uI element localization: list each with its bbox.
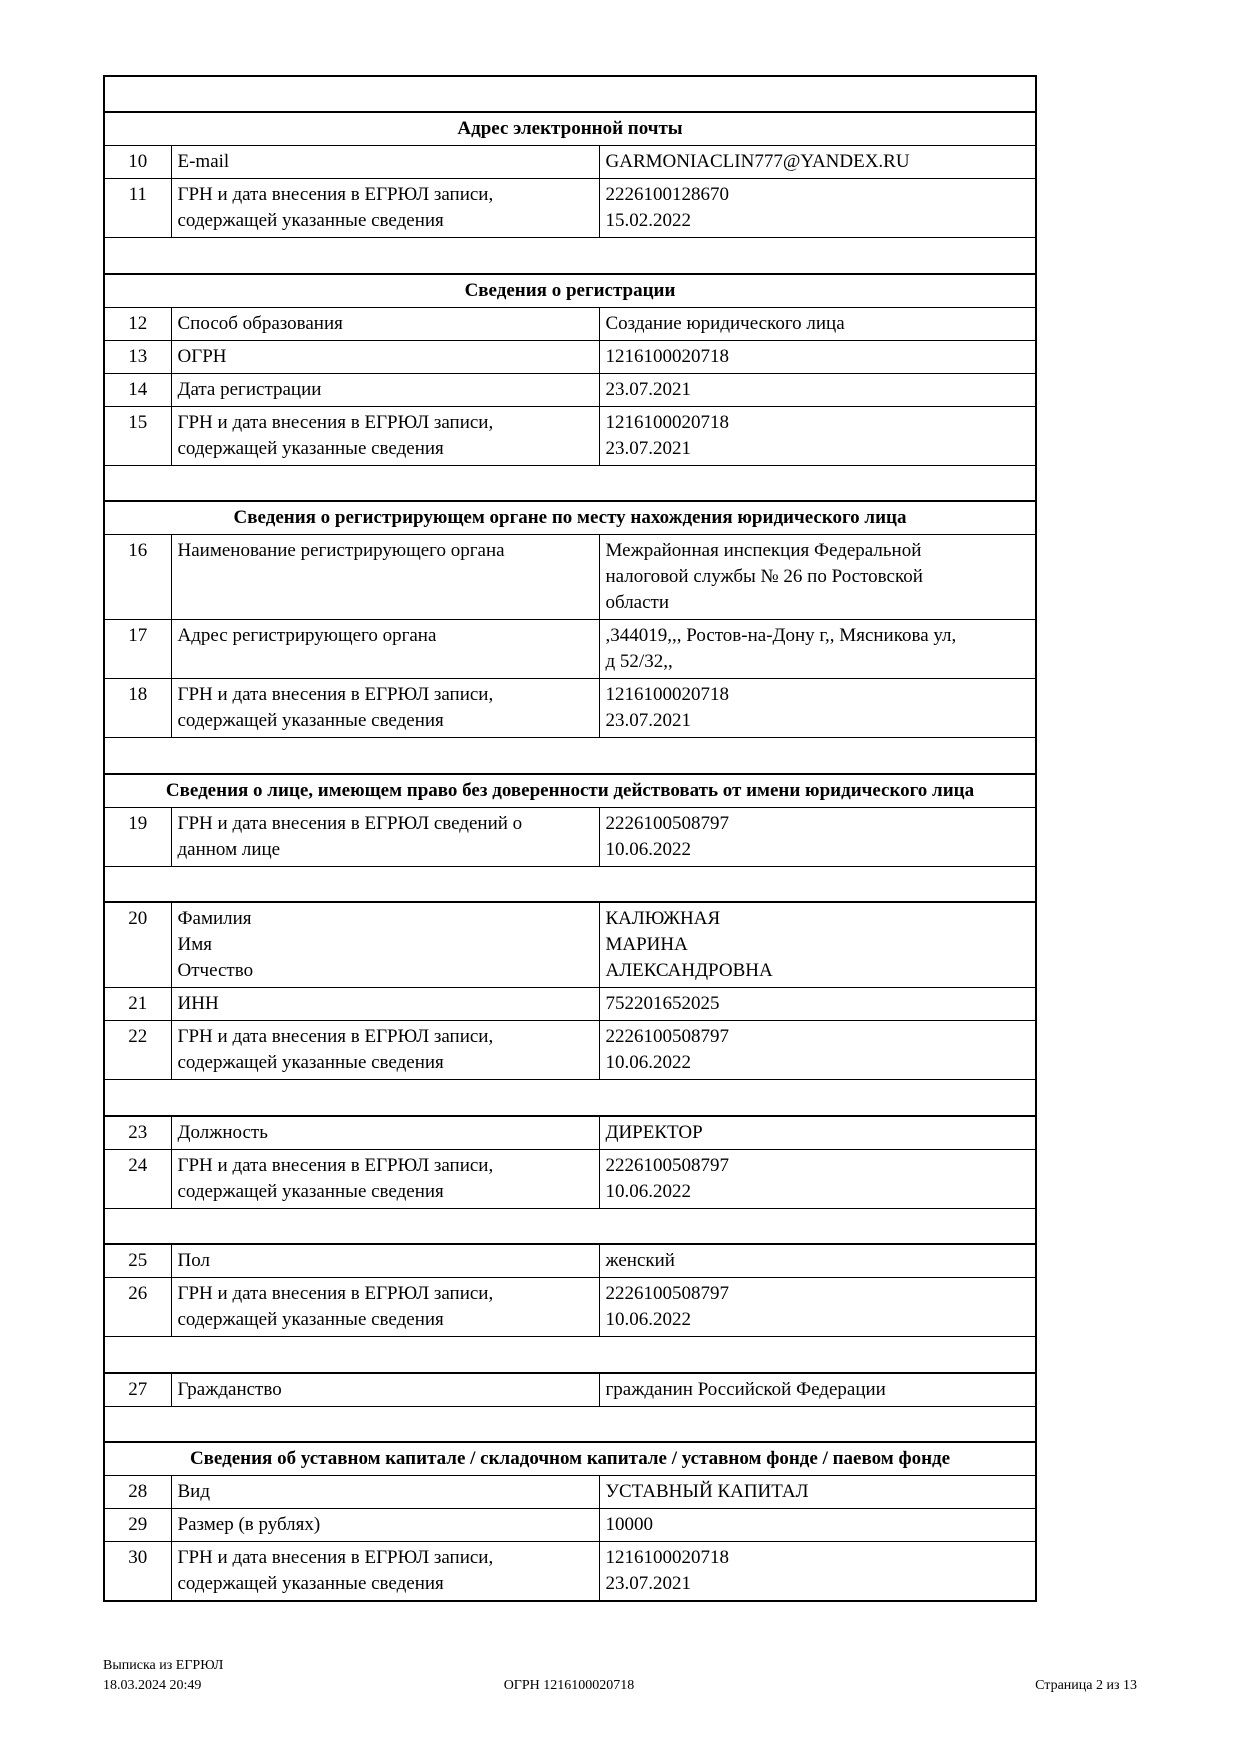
section-header: Адрес электронной почты (104, 112, 1036, 146)
spacer-cell (104, 76, 1036, 112)
row-label-cell: ГРН и дата внесения в ЕГРЮЛ записи, содержащей указанные сведения (171, 406, 599, 465)
table-row-29 (104, 1509, 1036, 1542)
table-row-14 (104, 373, 1036, 406)
spacer-cell (104, 238, 1036, 274)
row-value-cell: 1216100020718 23.07.2021 (599, 406, 1036, 465)
table-row-16 (104, 535, 1036, 620)
row-number-cell: 28 (104, 1476, 171, 1509)
table-row-25 (104, 1244, 1036, 1278)
row-number-cell: 10 (104, 146, 171, 179)
row-number-cell: 30 (104, 1542, 171, 1602)
row-label-cell: Пол (171, 1244, 599, 1278)
spacer-row (104, 1080, 1036, 1116)
row-label-cell: ОГРН (171, 340, 599, 373)
row-value-cell: КАЛЮЖНАЯ МАРИНА АЛЕКСАНДРОВНА (599, 902, 1036, 988)
spacer-row (104, 738, 1036, 774)
spacer-row (104, 238, 1036, 274)
row-value-cell: 23.07.2021 (599, 373, 1036, 406)
row-value-cell: УСТАВНЫЙ КАПИТАЛ (599, 1476, 1036, 1509)
row-label-cell: ГРН и дата внесения в ЕГРЮЛ записи, содержащей указанные сведения (171, 1278, 599, 1337)
footer-timestamp: 18.03.2024 20:49 (103, 1678, 202, 1693)
row-number-cell: 11 (104, 179, 171, 238)
spacer-row (104, 1337, 1036, 1373)
row-label-cell: Размер (в рублях) (171, 1509, 599, 1542)
row-label-cell: Дата регистрации (171, 373, 599, 406)
section-header: Сведения о регистрирующем органе по месту нахождения юридического лица (104, 501, 1036, 535)
row-value-cell: 752201652025 (599, 988, 1036, 1021)
spacer-row (104, 465, 1036, 501)
spacer-cell (104, 465, 1036, 501)
row-value-cell: 10000 (599, 1509, 1036, 1542)
row-number-cell: 29 (104, 1509, 171, 1542)
table-row-22 (104, 1021, 1036, 1080)
table-row-12 (104, 307, 1036, 340)
section-header-row (104, 501, 1036, 535)
footer-page-number: Страница 2 из 13 (1035, 1678, 1137, 1693)
row-label-cell: Вид (171, 1476, 599, 1509)
row-number-cell: 21 (104, 988, 171, 1021)
spacer-cell (104, 866, 1036, 902)
row-number-cell: 23 (104, 1116, 171, 1150)
row-number-cell: 24 (104, 1149, 171, 1208)
spacer-row (104, 1406, 1036, 1442)
egrul-extract-table (103, 75, 1037, 1602)
row-number-cell: 14 (104, 373, 171, 406)
row-value-cell: 1216100020718 (599, 340, 1036, 373)
row-number-cell: 13 (104, 340, 171, 373)
row-value-cell: Межрайонная инспекция Федеральной налоговой службы № 26 по Ростовской области (599, 535, 1036, 620)
section-header-row (104, 274, 1036, 308)
row-value-cell: GARMONIACLIN777@YANDEX.RU (599, 146, 1036, 179)
row-number-cell: 22 (104, 1021, 171, 1080)
row-value-cell: 2226100508797 10.06.2022 (599, 1278, 1036, 1337)
section-header-row (104, 112, 1036, 146)
table-row-19 (104, 807, 1036, 866)
row-value-cell: гражданин Российской Федерации (599, 1373, 1036, 1407)
row-number-cell: 26 (104, 1278, 171, 1337)
row-label-cell: ГРН и дата внесения в ЕГРЮЛ записи, содержащей указанные сведения (171, 179, 599, 238)
row-number-cell: 19 (104, 807, 171, 866)
table-row-18 (104, 679, 1036, 738)
spacer-cell (104, 1337, 1036, 1373)
table-row-28 (104, 1476, 1036, 1509)
table-row-13 (104, 340, 1036, 373)
row-label-cell: ГРН и дата внесения в ЕГРЮЛ записи, содержащей указанные сведения (171, 679, 599, 738)
row-label-cell: Способ образования (171, 307, 599, 340)
row-number-cell: 27 (104, 1373, 171, 1407)
row-label-cell: ИНН (171, 988, 599, 1021)
row-value-cell: 2226100508797 10.06.2022 (599, 1021, 1036, 1080)
table-row-10 (104, 146, 1036, 179)
section-header: Сведения об уставном капитале / складочном капитале / уставном фонде / паевом фонде (104, 1442, 1036, 1476)
spacer-row (104, 1208, 1036, 1244)
spacer-cell (104, 738, 1036, 774)
row-value-cell: женский (599, 1244, 1036, 1278)
table-row-30 (104, 1542, 1036, 1602)
spacer-row (104, 866, 1036, 902)
table-row-15 (104, 406, 1036, 465)
spacer-cell (104, 1406, 1036, 1442)
row-number-cell: 20 (104, 902, 171, 988)
footer-document-title: Выписка из ЕГРЮЛ (103, 1658, 224, 1673)
table-row-21 (104, 988, 1036, 1021)
row-number-cell: 25 (104, 1244, 171, 1278)
row-value-cell: 2226100128670 15.02.2022 (599, 179, 1036, 238)
row-label-cell: ГРН и дата внесения в ЕГРЮЛ записи, содержащей указанные сведения (171, 1021, 599, 1080)
row-label-cell: Фамилия Имя Отчество (171, 902, 599, 988)
row-label-cell: ГРН и дата внесения в ЕГРЮЛ записи, содержащей указанные сведения (171, 1542, 599, 1602)
section-header-row (104, 774, 1036, 808)
row-value-cell: Создание юридического лица (599, 307, 1036, 340)
table-row-26 (104, 1278, 1036, 1337)
row-number-cell: 12 (104, 307, 171, 340)
row-label-cell: Должность (171, 1116, 599, 1150)
row-label-cell: Адрес регистрирующего органа (171, 620, 599, 679)
spacer-cell (104, 1208, 1036, 1244)
row-number-cell: 17 (104, 620, 171, 679)
section-header-row (104, 1442, 1036, 1476)
row-number-cell: 18 (104, 679, 171, 738)
row-label-cell: Наименование регистрирующего органа (171, 535, 599, 620)
row-value-cell: 1216100020718 23.07.2021 (599, 1542, 1036, 1602)
row-value-cell: 2226100508797 10.06.2022 (599, 807, 1036, 866)
spacer-cell (104, 1080, 1036, 1116)
row-number-cell: 16 (104, 535, 171, 620)
row-number-cell: 15 (104, 406, 171, 465)
table-row-23 (104, 1116, 1036, 1150)
table-row-20 (104, 902, 1036, 988)
table-row-11 (104, 179, 1036, 238)
row-label-cell: ГРН и дата внесения в ЕГРЮЛ сведений о данном лице (171, 807, 599, 866)
section-header: Сведения о регистрации (104, 274, 1036, 308)
table-row-17 (104, 620, 1036, 679)
table-row-24 (104, 1149, 1036, 1208)
section-header: Сведения о лице, имеющем право без доверенности действовать от имени юридического лица (104, 774, 1036, 808)
row-value-cell: 2226100508797 10.06.2022 (599, 1149, 1036, 1208)
footer-ogrn: ОГРН 1216100020718 (503, 1678, 635, 1693)
row-label-cell: Гражданство (171, 1373, 599, 1407)
row-value-cell: ДИРЕКТОР (599, 1116, 1036, 1150)
row-label-cell: ГРН и дата внесения в ЕГРЮЛ записи, содержащей указанные сведения (171, 1149, 599, 1208)
table-row-27 (104, 1373, 1036, 1407)
row-label-cell: E-mail (171, 146, 599, 179)
row-value-cell: ,344019,,, Ростов-на-Дону г,, Мясникова ул, д 52/32,, (599, 620, 1036, 679)
row-value-cell: 1216100020718 23.07.2021 (599, 679, 1036, 738)
spacer-row (104, 76, 1036, 112)
